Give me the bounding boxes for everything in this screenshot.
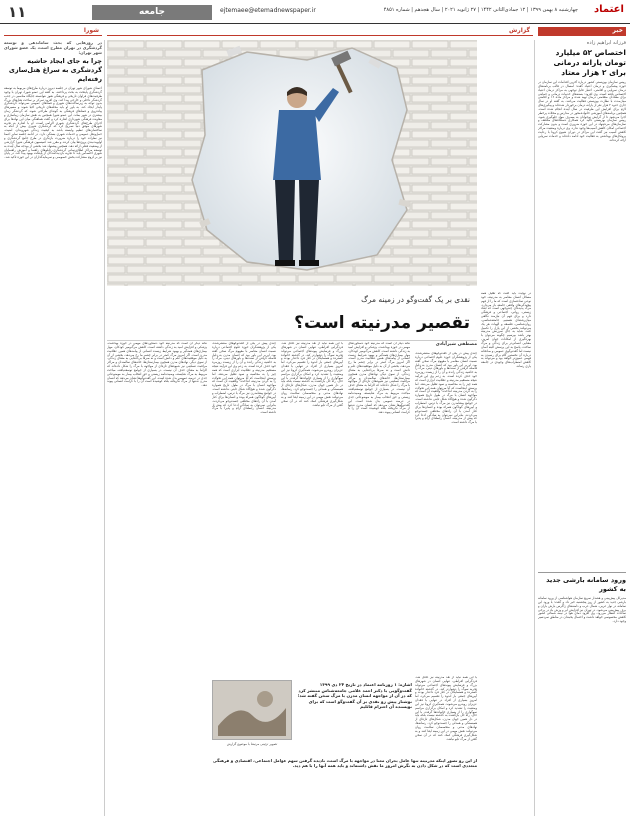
column-head-report: گزارش (107, 27, 533, 36)
story-headline-left: چرا به جای ایجاد حاشیه گردشگری به سراغ هتل‌سازی رفته‌ایم (8, 57, 102, 83)
feature-text-1: چندی پیش در یکی از گفت‌وگوهای منتشرشده، یکی از پژوهشگران حوزه علوم اجتماعی درباره نسبت انسان معاصر با مفهوم مرگ سخن گفته بود. او بر این باور بود که انسان مدرن به دلیل فاصله گرفتن از سنت‌ها و باورهای دینی، مرگ را به حاشیه زندگی رانده و آن را از زیست روزمره خود حذف کرده است. به زعم وی این فرآیند نتیجه مستقیم مدرنیته و عقلانیت ابزاری است که همه چیز را به محاسبه و سود تقلیل می‌دهد. اما پرسش اینجاست که آیا می‌توان همه این تحولات را به گردن مدرنیته انداخت؟ واقعیت آن است که مواجهه انسان با مرگ در طول تاریخ همواره دگرگون شده و هیچ‌گاه شکل ثابتی نداشته است. در جوامع پیشامدرن نیز مرگ با ترس، اضطراب و آیین‌های گوناگون همراه بوده و انسان‌ها برای کنار آمدن با آن راه‌های مختلفی جست‌وجو می‌کردند. بنابراین نمی‌توان به سادگی ادعا کرد که پیش از مدرنیته، انسان رابطه‌ای آرام و پذیرا با مرگ داشته است. (415, 352, 477, 425)
section-label: جامعه (92, 5, 212, 20)
divider (107, 340, 477, 341)
story-2-body: مدیرکل پیش‌بینی و هشدار سریع سازمان هواشناسی از ورود سامانه بارشی جدید به کشور از روز پنجشنبه خبر داد و گفت: با ورود این سامانه در نوار غربی، شمال غرب و دامنه‌های زاگرس بارش باران و برف پیش‌بینی می‌شود. در تهران نیز افزایش ابر و وزش باد در برخی ساعات انتظار می‌رود. وی افزود دمای هوا در نیمه شمالی کشور کاهش محسوسی خواهد داشت و احتمال یخبندان در مناطق سردسیر وجود دارد. (538, 596, 626, 624)
story-body-left: اعضای شورای شهر تهران در جلسه دیروز درباره طرح‌های مربوط به توسعه گردشگری پایتخت به بحث پرداختند. به گفته این عضو شورا، تهران با وجود ظرفیت‌های فراوان تاریخی و فرهنگی هنوز نتوانسته جایگاه مناسبی در جذب گردشگر داخلی و خارجی پیدا کند. وی افزود تمرکز بر ساخت هتل‌های بزرگ بدون توجه به زیرساخت‌های شهری و فضاهای عمومی نمی‌تواند گردشگری پایدار ایجاد کند. به باور او باید محله‌های تاریخی احیا شوند و مسیرهای پیاده‌روی و فضاهای فرهنگی به گونه‌ای طراحی شوند که گردشگر زمان بیشتری در شهر بماند. این عضو شورا همچنین به نقش سازمان زیباسازی و معاونت فرهنگی شهرداری اشاره کرد و گفت هماهنگی میان این نهادها برای اجرای طرح‌های گردشگری شهری الزامی است. او با اشاره به تجربه شهرهای موفق دنیا تصریح کرد که گردشگری شهری بیش از آنکه به ساختمان‌های عظیم وابسته باشد به کیفیت زندگی شهروندان، امنیت، حمل‌ونقل عمومی و خدمات شهری بستگی دارد. در ادامه جلسه سایر اعضا نیز نظرات خود را درباره ضرورت بازنگری در طرح جامع گردشگری و اولویت‌بندی پروژه‌ها بیان کردند و مقرر شد کمیسیون فرهنگی شورا گزارشی از وضعیت فعلی ارائه دهد. همچنین پیشنهاد شد بخشی از بودجه سال آینده به توسعه مراکز اطلاع‌رسانی گردشگری، تابلوهای راهنما و آموزش راهنمایان شهری اختصاص یابد تا تجربه بازدیدکنندگان از پایتخت بهبود پیدا کند. در پایان نیز بر لزوم مشارکت بخش خصوصی و سرمایه‌گذاران در این حوزه تاکید شد. (4, 86, 102, 160)
feature-column-4 (212, 342, 276, 672)
feature-title: تقصیر مدرنیته است؟ (294, 313, 470, 333)
feature-text-1b: با این همه نباید از نقد مدرنیته نیز غافل شد. فردگرایی افراطی، تنهایی انسان در شهرهای بزرگ و فرسایش پیوندهای اجتماعی می‌تواند تجربه سوگ را دشوارتر کند. در گذشته خانواده گسترده و همسایگان در کنار فرد داغدار بودند و آیین‌های جمعی بار اندوه را تقسیم می‌کرد، اما امروز بسیاری از افراد در تنهایی با فقدان عزیزان روبه‌رو می‌شوند. همه‌گیری کرونا نیز این وضعیت را تشدید کرد و امکان برگزاری مراسم سوگواری را از بسیاری خانواده‌ها گرفت. با این حال، راه حل بازگشت به گذشته نیست بلکه باید در دل همین جهان مدرن، شکل‌های تازه‌ای از همبستگی و همدلی را جست‌وجو کرد. رسانه‌ها، نهادهای مدنی و متخصصان سلامت روان می‌توانند نقش مهمی در این زمینه ایفا کنند و به شکل‌گیری فرهنگی کمک کنند که در آن سخن گفتن از مرگ تابو نباشد. (415, 676, 477, 741)
feature-kicker: نقدی بر یک گفت‌وگو در زمینه مرگ (361, 295, 470, 304)
section-email[interactable]: ejtemaee@etemadnewspaper.ir (220, 7, 316, 14)
left-column-story (4, 40, 102, 816)
feature-column-5 (107, 342, 207, 816)
feature-column-0 (481, 292, 531, 816)
column-head-council: شورا (4, 27, 102, 36)
pull-quote: اشاره: ۱ روزنامه اعتماد در تاریخ ۲۴ دی ۱۳۹۹ گفت‌وگویی با دکتر احمد غلامی جامعه‌شناس منتشر کرد که در آن از مواجهه انسان مدرن با مرگ سخن گفته شد؛ نوشتار پیش رو نقدی بر آن گفت‌وگو است که برای نویسنده آن احترام قائلیم (297, 682, 412, 710)
dateline: چهارشنبه ۸ بهمن ۱۳۹۹ | ۱۲ جمادی‌الثانی ۱۴۴۲ | ۲۷ ژانویه ۲۰۲۱ | سال هجدهم | شماره ۴۸۵۱ (383, 7, 578, 13)
inset-caption: تصویر تزئینی مرتبط با موضوع گزارش (226, 742, 278, 746)
feature-column-2 (348, 342, 410, 672)
column-head-news: خبر (538, 27, 626, 36)
story-headline: اختصاص ۵۲ میلیارد تومان یارانه درمانی برای ۲ هزار معتاد (553, 48, 626, 77)
feature-text-4: چندی پیش در یکی از گفت‌وگوهای منتشرشده، یکی از پژوهشگران حوزه علوم اجتماعی درباره نسبت انسان معاصر با مفهوم مرگ سخن گفته بود. او بر این باور بود که انسان مدرن به دلیل فاصله گرفتن از سنت‌ها و باورهای دینی، مرگ را به حاشیه زندگی رانده و آن را از زیست روزمره خود حذف کرده است. به زعم وی این فرآیند نتیجه مستقیم مدرنیته و عقلانیت ابزاری است که همه چیز را به محاسبه و سود تقلیل می‌دهد. اما پرسش اینجاست که آیا می‌توان همه این تحولات را به گردن مدرنیته انداخت؟ واقعیت آن است که مواجهه انسان با مرگ در طول تاریخ همواره دگرگون شده و هیچ‌گاه شکل ثابتی نداشته است. در جوامع پیشامدرن نیز مرگ با ترس، اضطراب و آیین‌های گوناگون همراه بوده و انسان‌ها برای کنار آمدن با آن راه‌های مختلفی جست‌وجو می‌کردند. بنابراین نمی‌توان به سادگی ادعا کرد که پیش از مدرنیته، انسان رابطه‌ای آرام و پذیرا با مرگ داشته است. (212, 342, 276, 415)
feature-text-3: با این همه نباید از نقد مدرنیته نیز غافل شد. فردگرایی افراطی، تنهایی انسان در شهرهای بزرگ و فرسایش پیوندهای اجتماعی می‌تواند تجربه سوگ را دشوارتر کند. در گذشته خانواده گسترده و همسایگان در کنار فرد داغدار بودند و آیین‌های جمعی بار اندوه را تقسیم می‌کرد، اما امروز بسیاری از افراد در تنهایی با فقدان عزیزان روبه‌رو می‌شوند. همه‌گیری کرونا نیز این وضعیت را تشدید کرد و امکان برگزاری مراسم سوگواری را از بسیاری خانواده‌ها گرفت. با این حال، راه حل بازگشت به گذشته نیست بلکه باید در دل همین جهان مدرن، شکل‌های تازه‌ای از همبستگی و همدلی را جست‌وجو کرد. رسانه‌ها، نهادهای مدنی و متخصصان سلامت روان می‌توانند نقش مهمی در این زمینه ایفا کنند و به شکل‌گیری فرهنگی کمک کنند که در آن سخن گفتن از مرگ تابو نباشد. (281, 342, 343, 407)
feature-text-2: نکته دیگر آن است که مدرنیته خود دستاوردهای مهمی در حوزه بهداشت، پزشکی و افزایش امید به زندگی داشته است. کاهش مرگ‌ومیر کودکان، مهار بیماری‌های همه‌گیر و بهبود شرایط زیست انسانی از پیامدهای همین عقلانیت مدرن است. اگر امروز مرگ کمتر در برابر چشم ما رخ می‌دهد، بخشی از آن به دلیل موفقیت‌های علم و دانش است و نه صرفا بی‌اعتنایی به معنای زندگی. از سوی دیگر، نهادهای مدرن همچون بیمارستان‌ها، خانه‌های سالمندان و مراکز مراقبت تسکینی نیز شیوه‌های تازه‌ای از مواجهه با مرگ را شکل داده‌اند که الزاما به معنای حذف آن نیست. در بسیاری از جوامع توسعه‌یافته، مباحث مربوط به مرگ شایسته، وصیت‌نامه زیستی و حق انتخاب بیمار به موضوعاتی جدی در عرصه عمومی بدل شده است. این گفت‌وگوها نشان می‌دهد که انسان مدرن نه‌تنها از مرگ نگریخته بلکه کوشیده است آن را با کرامت انسانی پیوند دهد. (348, 342, 410, 415)
right-column-story (538, 40, 626, 568)
column-divider (104, 40, 105, 816)
right-column-story-2 (538, 576, 626, 816)
feature-text-5: نکته دیگر آن است که مدرنیته خود دستاوردهای مهمی در حوزه بهداشت، پزشکی و افزایش امید به زندگی داشته است. کاهش مرگ‌ومیر کودکان، مهار بیماری‌های همه‌گیر و بهبود شرایط زیست انسانی از پیامدهای همین عقلانیت مدرن است. اگر امروز مرگ کمتر در برابر چشم ما رخ می‌دهد، بخشی از آن به دلیل موفقیت‌های علم و دانش است و نه صرفا بی‌اعتنایی به معنای زندگی. از سوی دیگر، نهادهای مدرن همچون بیمارستان‌ها، خانه‌های سالمندان و مراکز مراقبت تسکینی نیز شیوه‌های تازه‌ای از مواجهه با مرگ را شکل داده‌اند که الزاما به معنای حذف آن نیست. در بسیاری از جوامع توسعه‌یافته، مباحث مربوط به مرگ شایسته، وصیت‌نامه زیستی و حق انتخاب بیمار به موضوعاتی جدی در عرصه عمومی بدل شده است. این گفت‌وگوها نشان می‌دهد که انسان مدرن نه‌تنها از مرگ نگریخته بلکه کوشیده است آن را با کرامت انسانی پیوند دهد. (107, 342, 207, 388)
divider (538, 572, 626, 573)
story-intro: در روزهایی که بحث ساماندهی و توسعه گردشگری در تهران مطرح است، یک عضو شورای شهر تهران: (4, 40, 102, 55)
feature-column-1b (415, 676, 477, 816)
feature-byline: مصطفی شیرآبادی (435, 342, 477, 347)
page-number: ۱۱ (8, 3, 27, 21)
story-body: رییس سازمان بهزیستی کشور درباره آخرین اقدامات این سازمان در حوزه پیشگیری و درمان اعتیاد گفت: امسال در قالب برنامه‌های درمان سرپایی و اقامتی، اعتبار قابل توجهی به مراکز درمان اعتیاد اختصاص یافته است. وی افزود: بسته‌های خدمات درمانی و حمایتی برای معتادان متقاضی درمان تهیه شده و مراکز ماده ۱۶ و اقامتی میان‌مدت با نظارت بهزیستی فعالیت می‌کنند. به گفته او در سال جاری حدود ۲ هزار نفر از یارانه درمان برخوردار شده‌اند و پیگیری‌های لازم برای افزایش این ظرفیت در سال آینده انجام شده است. همچنین برنامه‌های آموزشی خانواده‌محور در مدارس و محلات پرخطر اجرا می‌شود تا از گرایش نوجوانان به مصرف مواد جلوگیری شود. رییس سازمان بهزیستی تاکید کرد همکاری دستگاه‌های مختلف و سازمان‌های مردم‌نهاد در این حوزه ضروری است و بدون مشارکت اجتماعی امکان کاهش آسیب‌ها وجود ندارد. وی درباره وضعیت مراکز کاهش آسیب نیز گفت این مراکز در دوران شیوع کرونا با رعایت پروتکل‌های بهداشتی به فعالیت خود ادامه داده‌اند و خدمات سرپایی ارائه کرده‌اند. (538, 80, 626, 142)
newspaper-logo: اعتماد (594, 4, 624, 15)
column-divider (534, 40, 535, 816)
feature-photo (107, 40, 477, 286)
story-2-headline: ورود سامانه بارشی جدید به کشور (546, 576, 626, 593)
feature-text-0: در نهایت باید گفت که تقلیل همه مسائل انسان معاصر به مدرنیته، خود نوعی ساده‌سازی است که ما را از فهم پیچیدگی‌های واقعی جامعه باز می‌دارد. مرگ پدیده‌ای چندوجهی است که ابعاد زیستی، روانی، اجتماعی و فرهنگی دارد و برای فهم آن نیازمند نگاهی میان‌رشته‌ای هستیم. جامعه‌شناسی، روان‌شناسی، فلسفه و الهیات هر یک می‌توانند بخشی از این پازل را تکمیل کنند. شاید به جای سرزنش مدرنیته بهتر باشد بپرسیم چگونه می‌توان با بهره‌گیری از امکانات جهان امروز، معنایی انسانی‌تر برای زندگی و مرگ ساخت. پاسخ به این پرسش البته آسان نیست اما گفت‌وگوی عمومی و صادقانه درباره آن نخستین گام برای رسیدن به فهمی عمیق‌تر خواهد بود و می‌تواند به کاهش اضطراب‌های وجودی در جامعه یاری رساند. (481, 292, 531, 369)
story-kicker: فرزانه ابراهیم زاده (586, 40, 626, 46)
bottom-highlight: از این رو تصور اینکه مدرنیته تنها عامل بحران معنا در مواجهه با مرگ است، نادیده گرفتن سهم عوامل اجتماعی، اقتصادی و فرهنگی متعددی است که در شکل دادن به نگرش امروز ما نقش داشته‌اند و باید همه آنها را با هم دید. (212, 758, 477, 769)
feature-column-3 (281, 342, 343, 672)
inset-photo (212, 680, 292, 740)
feature-column-1 (415, 352, 477, 672)
page-header (0, 0, 630, 24)
